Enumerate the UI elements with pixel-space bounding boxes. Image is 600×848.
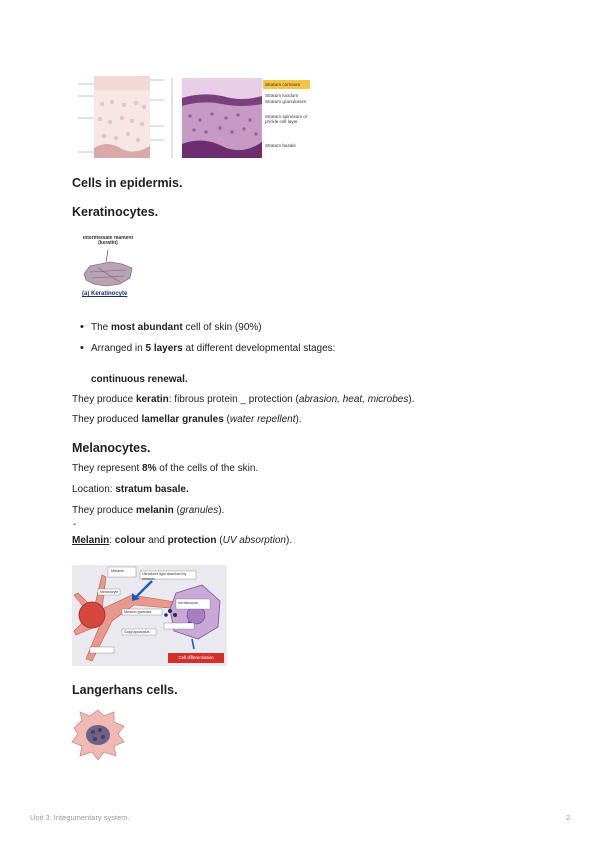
heading-keratinocytes: Keratinocytes. [72, 205, 159, 219]
label-stratum-corneum: Stratum corneum [265, 82, 301, 87]
heading-langerhans: Langerhans cells. [72, 683, 178, 697]
dash: - [73, 519, 77, 530]
keratin-filament-label: Intermediate filament (keratin) [82, 236, 134, 246]
bullet-dot: • [80, 321, 84, 333]
keratinocyte-figure [74, 236, 144, 302]
footer-unit-title: Unit 3: Integumentary system. [30, 813, 130, 822]
golgi-label: Golgi apparatus [124, 630, 150, 634]
melanin-function: Melanin: colour and protection (UV absorption). [72, 535, 293, 546]
footer-page-number: 2 [566, 813, 571, 822]
bullet-most-abundant: The most abundant cell of skin (90%) [91, 322, 262, 333]
label-stratum-lucidum: Stratum lucidum [265, 93, 299, 98]
epidermis-histology-figure [72, 74, 310, 160]
melanocyte-label: Melanocyte [100, 590, 119, 594]
melanocytes-location: Location: stratum basale. [72, 484, 189, 495]
uv-label: Ultraviolet light absorbed by melanin [142, 572, 187, 581]
melanin-label: Melanin [111, 569, 125, 573]
melanin-granules-label: Melanin granules [124, 610, 152, 614]
label-stratum-basale: Stratum basale [265, 143, 296, 148]
bullet-dot: • [80, 342, 84, 354]
heading-cells-in-epidermis: Cells in epidermis. [72, 176, 183, 190]
continuous-renewal: continuous renewal. [91, 374, 188, 385]
melanocytes-produce: They produce melanin (granules). [72, 505, 225, 516]
melanocytes-percent: They represent 8% of the cells of the skin. [72, 463, 259, 474]
keratinocyte-caption: (a) Keratinocyte [82, 291, 128, 297]
keratinocyte-label: Keratinocyte [178, 601, 198, 605]
lamellar-line: They produced lamellar granules (water repellent). [72, 414, 302, 425]
melanocyte-figure [72, 565, 227, 666]
cell-differentiation-label: Cell differentiation [178, 655, 214, 660]
label-stratum-spinosum: Stratum spinosum or prickle cell layer [265, 114, 308, 124]
heading-melanocytes: Melanocytes. [72, 441, 151, 455]
bullet-five-layers: Arranged in 5 layers at different developmental stages: [91, 343, 336, 354]
keratin-line: They produce keratin: fibrous protein _ protection (abrasion, heat, microbes). [72, 394, 415, 405]
langerhans-cell-illustration [70, 708, 126, 762]
keratinocyte-cell-illustration [80, 250, 136, 290]
label-stratum-granulosum: Stratum granulosum [265, 99, 307, 104]
